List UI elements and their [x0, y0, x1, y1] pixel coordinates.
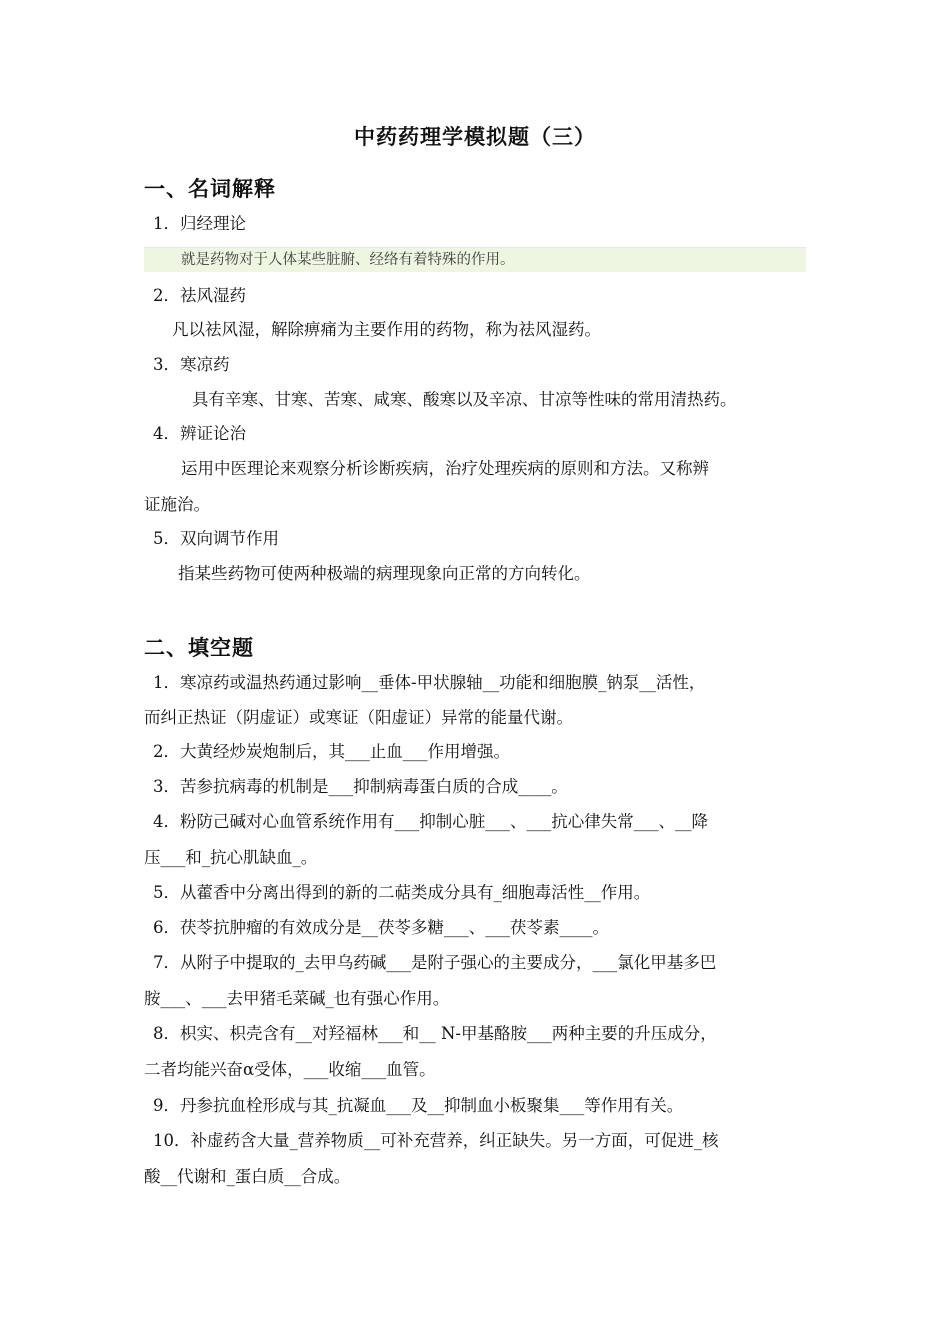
question-4-line-2: 压___和_抗心肌缺血_。 — [144, 848, 318, 867]
question-1-line-2: 而纠正热证（阴虚证）或寒证（阳虚证）异常的能量代谢。 — [144, 708, 573, 727]
definition-1-highlight — [144, 247, 806, 272]
question-9: 9．丹参抗血栓形成与其_抗凝血___及__抑制血小板聚集___等作用有关。 — [153, 1096, 684, 1115]
term-2: 2．祛风湿药 — [153, 286, 246, 305]
question-10-line-2: 酸__代谢和_蛋白质__合成。 — [144, 1167, 351, 1186]
definition-4-text-line-1: 运用中医理论来观察分析诊断疾病，治疗处理疾病的原则和方法。又称辨 — [181, 459, 709, 478]
question-10-line-1: 10．补虚药含大量_营养物质__可补充营养，纠正缺失。另一方面，可促进_核 — [153, 1131, 719, 1150]
question-4-line-1: 4．粉防己碱对心血管系统作用有___抑制心脏___、___抗心律失常___、__降 — [153, 812, 708, 831]
definition-1-text: 就是药物对于人体某些脏腑、经络有着特殊的作用。 — [181, 252, 515, 268]
section-heading-definitions: 一、名词解释 — [144, 177, 276, 201]
term-3: 3．寒凉药 — [153, 355, 230, 374]
question-7-line-2: 胺___、___去甲猪毛菜碱_也有强心作用。 — [144, 989, 450, 1008]
question-8-line-2: 二者均能兴奋α受体，___收缩___血管。 — [144, 1060, 436, 1079]
question-6: 6．茯苓抗肿瘤的有效成分是__茯苓多糖___、___茯苓素____。 — [153, 918, 609, 937]
section-heading-fill-in: 二、填空题 — [144, 636, 254, 660]
definition-3-text: 具有辛寒、甘寒、苦寒、咸寒、酸寒以及辛凉、甘凉等性味的常用清热药。 — [192, 390, 737, 409]
definition-2-text: 凡以祛风湿，解除痹痛为主要作用的药物，称为祛风湿药。 — [172, 320, 601, 339]
term-1: 1．归经理论 — [153, 214, 246, 233]
term-4: 4．辨证论治 — [153, 424, 246, 443]
question-5: 5．从藿香中分离出得到的新的二萜类成分具有_细胞毒活性__作用。 — [153, 883, 651, 902]
question-7-line-1: 7．从附子中提取的_去甲乌药碱___是附子强心的主要成分，___氯化甲基多巴 — [153, 953, 717, 972]
definition-4-text-line-2: 证施治。 — [144, 495, 210, 514]
question-8-line-1: 8．枳实、枳壳含有__对羟福林___和__ N-甲基酪胺___两种主要的升压成分， — [153, 1024, 717, 1043]
term-5: 5．双向调节作用 — [153, 529, 279, 548]
question-3: 3．苦参抗病毒的机制是___抑制病毒蛋白质的合成____。 — [153, 777, 568, 796]
definition-5-text: 指某些药物可使两种极端的病理现象向正常的方向转化。 — [178, 564, 591, 583]
question-1-line-1: 1．寒凉药或温热药通过影响__垂体-甲状腺轴__功能和细胞膜_钠泵__活性， — [153, 673, 706, 692]
question-2: 2．大黄经炒炭炮制后，其___止血___作用增强。 — [153, 742, 510, 761]
page-title: 中药药理学模拟题（三） — [354, 125, 596, 149]
